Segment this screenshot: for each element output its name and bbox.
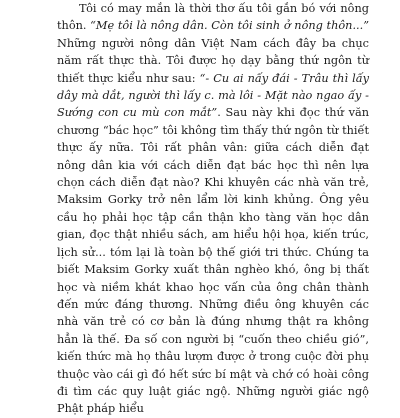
italic-quote: “- Cu ai nấy đái - Trâu thì lấy dây mà dắt, người thì lấy c. mà lôi - Mặt nào ngao ấy - Sướng con cu mù con mắt”	[57, 71, 370, 120]
paragraph-text: Những người nông dân Việt Nam cách đây ba chục năm rất thực thà. Tôi được họ dạy bằng thứ ngôn từ thiết thực kiểu như sau:	[57, 36, 369, 85]
paragraph-text: . Sau này khi đọc thứ văn chương “bác học” tôi không tìm thấy thứ ngôn từ thiết thực ấy nữa. Tôi rất phân vân: giữa cách diễn đạt nông dân kia với cách diễn đạt bác học thì nên lựa chọn cách diễn đạt nào? Khi khuyên các nhà văn trẻ, Maksim Gorky trở nên lẩm lời kinh khủng. Ông yêu cầu họ phải học tập cần thận kho tàng văn học dân gian, đọc thật nhiều sách, am hiểu hội họa, kiến trúc, lịch sử... tóm lại là toàn bộ thế giới tri thức. Chúng ta biết Maksim Gorky xuất thân nghèo khó, ông bị thất học và niềm khát khao học vấn của ông chân thành đến mức đáng thương. Những điều ông khuyên các nhà văn trẻ có cơ bản là đúng nhưng thật ra không hẳn là thế. Đa số con người bị “cuốn theo chiều gió”, kiến thức mà họ thâu lượm được ở trong cuộc đời phụ thuộc vào cái gì đó hết sức bí mật và chớ có hoài công đi tìm các quy luật giác ngộ. Những người giác ngộ Phật pháp hiểu	[57, 106, 369, 416]
body-paragraph	[57, 0, 369, 418]
paragraph-text: Tôi có may mắn là thời thơ ấu tôi gắn bó với nông thôn.	[57, 2, 369, 33]
italic-quote: “Mẹ tôi là nông dân. Còn tôi sinh ở nông thôn...”	[90, 19, 370, 33]
book-page	[57, 0, 370, 416]
